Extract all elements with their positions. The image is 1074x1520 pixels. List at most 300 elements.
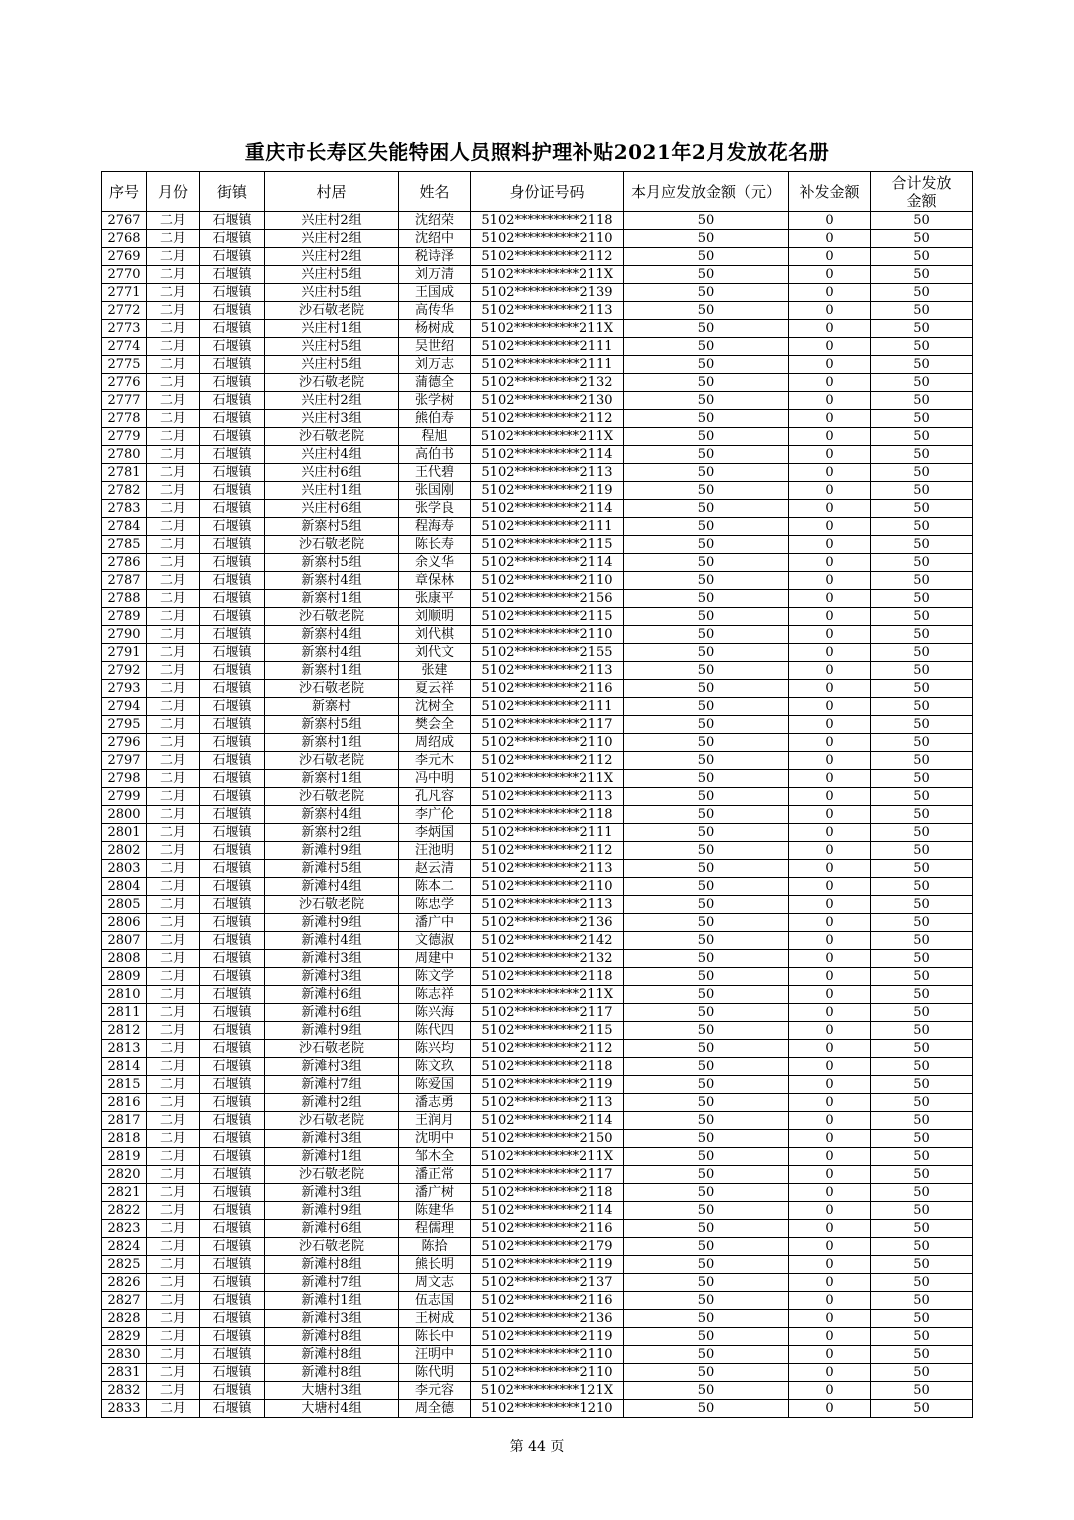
column-header: 合计发放金额: [871, 172, 973, 212]
cell-name: 章保林: [399, 572, 471, 590]
cell-id-number: 5102**********2119: [471, 1256, 624, 1274]
cell-back-pay: 0: [789, 824, 871, 842]
cell-monthly-amount: 50: [624, 1076, 789, 1094]
cell-name: 刘万清: [399, 266, 471, 284]
cell-village: 新滩村1组: [265, 1292, 399, 1310]
cell-village: 兴庄村3组: [265, 410, 399, 428]
cell-id-number: 5102**********2130: [471, 392, 624, 410]
cell-id-number: 5102**********211X: [471, 1148, 624, 1166]
cell-id-number: 5102**********2113: [471, 662, 624, 680]
table-row: [102, 302, 973, 320]
cell-village: 新滩村9组: [265, 1202, 399, 1220]
cell-name: 潘正常: [399, 1166, 471, 1184]
cell-town: 石堰镇: [200, 1202, 265, 1220]
cell-name: 程海寿: [399, 518, 471, 536]
cell-total: 50: [871, 374, 973, 392]
cell-village: 新滩村8组: [265, 1346, 399, 1364]
cell-name: 刘代棋: [399, 626, 471, 644]
cell-seq: 2809: [102, 968, 147, 986]
cell-total: 50: [871, 428, 973, 446]
cell-town: 石堰镇: [200, 1130, 265, 1148]
cell-village: 沙石敬老院: [265, 752, 399, 770]
cell-monthly-amount: 50: [624, 788, 789, 806]
cell-town: 石堰镇: [200, 806, 265, 824]
table-row: [102, 212, 973, 230]
cell-name: 伍志国: [399, 1292, 471, 1310]
cell-seq: 2831: [102, 1364, 147, 1382]
cell-seq: 2821: [102, 1184, 147, 1202]
cell-seq: 2798: [102, 770, 147, 788]
cell-id-number: 5102**********2110: [471, 626, 624, 644]
cell-id-number: 5102**********2118: [471, 212, 624, 230]
table-row: [102, 230, 973, 248]
cell-monthly-amount: 50: [624, 266, 789, 284]
cell-back-pay: 0: [789, 932, 871, 950]
cell-month: 二月: [147, 986, 200, 1004]
cell-seq: 2812: [102, 1022, 147, 1040]
cell-monthly-amount: 50: [624, 248, 789, 266]
cell-town: 石堰镇: [200, 1382, 265, 1400]
cell-back-pay: 0: [789, 1220, 871, 1238]
cell-total: 50: [871, 1364, 973, 1382]
cell-total: 50: [871, 1274, 973, 1292]
cell-id-number: 5102**********2155: [471, 644, 624, 662]
cell-village: 新滩村3组: [265, 950, 399, 968]
cell-town: 石堰镇: [200, 536, 265, 554]
cell-village: 沙石敬老院: [265, 788, 399, 806]
cell-name: 潘志勇: [399, 1094, 471, 1112]
table-row: [102, 680, 973, 698]
cell-village: 新滩村7组: [265, 1274, 399, 1292]
cell-monthly-amount: 50: [624, 608, 789, 626]
cell-town: 石堰镇: [200, 1220, 265, 1238]
cell-monthly-amount: 50: [624, 464, 789, 482]
cell-name: 陈拾: [399, 1238, 471, 1256]
table-row: [102, 1220, 973, 1238]
cell-month: 二月: [147, 914, 200, 932]
cell-seq: 2768: [102, 230, 147, 248]
cell-id-number: 5102**********2112: [471, 248, 624, 266]
cell-seq: 2820: [102, 1166, 147, 1184]
cell-village: 沙石敬老院: [265, 374, 399, 392]
cell-id-number: 5102**********2179: [471, 1238, 624, 1256]
table-row: [102, 572, 973, 590]
cell-id-number: 5102**********2114: [471, 1202, 624, 1220]
cell-back-pay: 0: [789, 356, 871, 374]
cell-month: 二月: [147, 266, 200, 284]
cell-total: 50: [871, 590, 973, 608]
cell-month: 二月: [147, 860, 200, 878]
table-row: [102, 338, 973, 356]
cell-total: 50: [871, 986, 973, 1004]
cell-back-pay: 0: [789, 338, 871, 356]
cell-seq: 2824: [102, 1238, 147, 1256]
cell-seq: 2784: [102, 518, 147, 536]
cell-town: 石堰镇: [200, 1022, 265, 1040]
cell-name: 樊会全: [399, 716, 471, 734]
cell-month: 二月: [147, 842, 200, 860]
cell-monthly-amount: 50: [624, 1220, 789, 1238]
cell-town: 石堰镇: [200, 644, 265, 662]
cell-monthly-amount: 50: [624, 806, 789, 824]
cell-id-number: 5102**********2111: [471, 338, 624, 356]
cell-back-pay: 0: [789, 374, 871, 392]
cell-town: 石堰镇: [200, 1112, 265, 1130]
cell-village: 沙石敬老院: [265, 302, 399, 320]
cell-back-pay: 0: [789, 1166, 871, 1184]
cell-name: 陈兴均: [399, 1040, 471, 1058]
table-row: [102, 446, 973, 464]
cell-monthly-amount: 50: [624, 338, 789, 356]
cell-total: 50: [871, 1328, 973, 1346]
table-row: [102, 482, 973, 500]
cell-id-number: 5102**********2117: [471, 1004, 624, 1022]
cell-village: 沙石敬老院: [265, 536, 399, 554]
cell-village: 兴庄村5组: [265, 266, 399, 284]
cell-total: 50: [871, 1022, 973, 1040]
cell-month: 二月: [147, 284, 200, 302]
cell-month: 二月: [147, 1310, 200, 1328]
cell-seq: 2776: [102, 374, 147, 392]
cell-monthly-amount: 50: [624, 1364, 789, 1382]
cell-seq: 2817: [102, 1112, 147, 1130]
cell-month: 二月: [147, 1382, 200, 1400]
cell-monthly-amount: 50: [624, 428, 789, 446]
cell-town: 石堰镇: [200, 842, 265, 860]
cell-monthly-amount: 50: [624, 1310, 789, 1328]
cell-total: 50: [871, 410, 973, 428]
cell-seq: 2782: [102, 482, 147, 500]
header-row: [102, 172, 973, 212]
cell-back-pay: 0: [789, 554, 871, 572]
cell-village: 新滩村3组: [265, 1184, 399, 1202]
table-row: [102, 410, 973, 428]
cell-back-pay: 0: [789, 590, 871, 608]
cell-name: 汪明中: [399, 1346, 471, 1364]
cell-monthly-amount: 50: [624, 752, 789, 770]
cell-name: 沈树全: [399, 698, 471, 716]
cell-seq: 2803: [102, 860, 147, 878]
table-row: [102, 1256, 973, 1274]
cell-seq: 2786: [102, 554, 147, 572]
cell-monthly-amount: 50: [624, 680, 789, 698]
cell-seq: 2783: [102, 500, 147, 518]
cell-month: 二月: [147, 536, 200, 554]
cell-name: 高伯书: [399, 446, 471, 464]
table-row: [102, 1004, 973, 1022]
cell-seq: 2827: [102, 1292, 147, 1310]
cell-month: 二月: [147, 734, 200, 752]
page-title: 重庆市长寿区失能特困人员照料护理补贴2021年2月发放花名册: [244, 140, 830, 164]
cell-back-pay: 0: [789, 662, 871, 680]
cell-monthly-amount: 50: [624, 860, 789, 878]
cell-seq: 2779: [102, 428, 147, 446]
cell-town: 石堰镇: [200, 410, 265, 428]
cell-village: 兴庄村2组: [265, 212, 399, 230]
cell-id-number: 5102**********2136: [471, 1310, 624, 1328]
cell-month: 二月: [147, 572, 200, 590]
table-row: [102, 770, 973, 788]
cell-back-pay: 0: [789, 1058, 871, 1076]
table-row: [102, 248, 973, 266]
cell-month: 二月: [147, 1202, 200, 1220]
cell-id-number: 5102**********2136: [471, 914, 624, 932]
cell-back-pay: 0: [789, 860, 871, 878]
cell-total: 50: [871, 536, 973, 554]
cell-total: 50: [871, 968, 973, 986]
cell-name: 程旭: [399, 428, 471, 446]
cell-monthly-amount: 50: [624, 986, 789, 1004]
cell-id-number: 5102**********2118: [471, 968, 624, 986]
table-row: [102, 626, 973, 644]
cell-id-number: 5102**********2110: [471, 878, 624, 896]
cell-back-pay: 0: [789, 1400, 871, 1418]
cell-month: 二月: [147, 590, 200, 608]
cell-month: 二月: [147, 428, 200, 446]
cell-id-number: 5102**********2112: [471, 1040, 624, 1058]
cell-month: 二月: [147, 1040, 200, 1058]
cell-monthly-amount: 50: [624, 716, 789, 734]
cell-village: 新寨村4组: [265, 626, 399, 644]
table-row: [102, 320, 973, 338]
cell-town: 石堰镇: [200, 374, 265, 392]
cell-back-pay: 0: [789, 1022, 871, 1040]
cell-monthly-amount: 50: [624, 626, 789, 644]
cell-month: 二月: [147, 1130, 200, 1148]
cell-back-pay: 0: [789, 1256, 871, 1274]
cell-month: 二月: [147, 1148, 200, 1166]
cell-monthly-amount: 50: [624, 1400, 789, 1418]
cell-seq: 2793: [102, 680, 147, 698]
cell-name: 邹木全: [399, 1148, 471, 1166]
cell-seq: 2826: [102, 1274, 147, 1292]
column-header: 姓名: [399, 172, 471, 212]
cell-town: 石堰镇: [200, 266, 265, 284]
cell-name: 陈志祥: [399, 986, 471, 1004]
cell-total: 50: [871, 518, 973, 536]
cell-total: 50: [871, 626, 973, 644]
cell-town: 石堰镇: [200, 482, 265, 500]
table-row: [102, 878, 973, 896]
cell-month: 二月: [147, 1220, 200, 1238]
cell-total: 50: [871, 608, 973, 626]
cell-name: 张学良: [399, 500, 471, 518]
cell-name: 周绍成: [399, 734, 471, 752]
cell-back-pay: 0: [789, 284, 871, 302]
cell-month: 二月: [147, 1238, 200, 1256]
cell-total: 50: [871, 1148, 973, 1166]
table-row: [102, 968, 973, 986]
cell-back-pay: 0: [789, 788, 871, 806]
cell-monthly-amount: 50: [624, 1094, 789, 1112]
cell-id-number: 5102**********2110: [471, 734, 624, 752]
cell-back-pay: 0: [789, 644, 871, 662]
cell-back-pay: 0: [789, 518, 871, 536]
cell-total: 50: [871, 1112, 973, 1130]
cell-town: 石堰镇: [200, 1400, 265, 1418]
table-row: [102, 734, 973, 752]
cell-total: 50: [871, 824, 973, 842]
cell-back-pay: 0: [789, 680, 871, 698]
cell-town: 石堰镇: [200, 500, 265, 518]
cell-total: 50: [871, 1004, 973, 1022]
table-row: [102, 950, 973, 968]
cell-total: 50: [871, 770, 973, 788]
cell-total: 50: [871, 572, 973, 590]
cell-town: 石堰镇: [200, 950, 265, 968]
cell-village: 兴庄村2组: [265, 392, 399, 410]
cell-name: 王润月: [399, 1112, 471, 1130]
cell-total: 50: [871, 1382, 973, 1400]
cell-month: 二月: [147, 806, 200, 824]
cell-month: 二月: [147, 824, 200, 842]
cell-town: 石堰镇: [200, 1166, 265, 1184]
table-row: [102, 1310, 973, 1328]
table-row: [102, 284, 973, 302]
cell-village: 新滩村6组: [265, 986, 399, 1004]
table-row: [102, 500, 973, 518]
cell-back-pay: 0: [789, 1112, 871, 1130]
cell-total: 50: [871, 914, 973, 932]
cell-month: 二月: [147, 680, 200, 698]
cell-monthly-amount: 50: [624, 320, 789, 338]
cell-monthly-amount: 50: [624, 1328, 789, 1346]
cell-id-number: 5102**********2119: [471, 1076, 624, 1094]
cell-id-number: 5102**********2117: [471, 1166, 624, 1184]
cell-total: 50: [871, 878, 973, 896]
cell-monthly-amount: 50: [624, 590, 789, 608]
cell-month: 二月: [147, 896, 200, 914]
cell-village: 新滩村6组: [265, 1004, 399, 1022]
cell-back-pay: 0: [789, 410, 871, 428]
table-row: [102, 1238, 973, 1256]
cell-back-pay: 0: [789, 986, 871, 1004]
cell-month: 二月: [147, 1022, 200, 1040]
cell-seq: 2804: [102, 878, 147, 896]
cell-monthly-amount: 50: [624, 1004, 789, 1022]
cell-id-number: 5102**********211X: [471, 266, 624, 284]
cell-name: 沈明中: [399, 1130, 471, 1148]
cell-village: 新寨村4组: [265, 572, 399, 590]
cell-month: 二月: [147, 410, 200, 428]
table-row: [102, 428, 973, 446]
cell-name: 张国刚: [399, 482, 471, 500]
cell-name: 吴世绍: [399, 338, 471, 356]
cell-village: 沙石敬老院: [265, 896, 399, 914]
cell-total: 50: [871, 1166, 973, 1184]
cell-monthly-amount: 50: [624, 1238, 789, 1256]
cell-town: 石堰镇: [200, 932, 265, 950]
cell-month: 二月: [147, 320, 200, 338]
cell-name: 李炳国: [399, 824, 471, 842]
cell-month: 二月: [147, 1328, 200, 1346]
cell-total: 50: [871, 320, 973, 338]
cell-monthly-amount: 50: [624, 302, 789, 320]
cell-name: 刘万志: [399, 356, 471, 374]
cell-id-number: 5102**********2112: [471, 842, 624, 860]
table-row: [102, 896, 973, 914]
cell-month: 二月: [147, 302, 200, 320]
cell-monthly-amount: 50: [624, 1382, 789, 1400]
cell-town: 石堰镇: [200, 734, 265, 752]
cell-town: 石堰镇: [200, 1292, 265, 1310]
cell-month: 二月: [147, 716, 200, 734]
table-row: [102, 698, 973, 716]
column-header: 序号: [102, 172, 147, 212]
cell-town: 石堰镇: [200, 284, 265, 302]
cell-total: 50: [871, 1238, 973, 1256]
cell-village: 新寨村4组: [265, 644, 399, 662]
cell-back-pay: 0: [789, 500, 871, 518]
cell-back-pay: 0: [789, 1328, 871, 1346]
cell-back-pay: 0: [789, 230, 871, 248]
cell-village: 新滩村9组: [265, 914, 399, 932]
cell-town: 石堰镇: [200, 338, 265, 356]
cell-town: 石堰镇: [200, 1076, 265, 1094]
cell-month: 二月: [147, 356, 200, 374]
cell-back-pay: 0: [789, 1364, 871, 1382]
cell-seq: 2773: [102, 320, 147, 338]
cell-village: 新寨村1组: [265, 590, 399, 608]
cell-month: 二月: [147, 1400, 200, 1418]
cell-monthly-amount: 50: [624, 1040, 789, 1058]
cell-id-number: 5102**********2132: [471, 374, 624, 392]
cell-monthly-amount: 50: [624, 1058, 789, 1076]
table-row: [102, 860, 973, 878]
cell-monthly-amount: 50: [624, 1256, 789, 1274]
cell-town: 石堰镇: [200, 446, 265, 464]
cell-total: 50: [871, 1346, 973, 1364]
table-row: [102, 788, 973, 806]
cell-town: 石堰镇: [200, 680, 265, 698]
cell-village: 兴庄村6组: [265, 464, 399, 482]
cell-village: 新寨村1组: [265, 662, 399, 680]
cell-town: 石堰镇: [200, 860, 265, 878]
cell-id-number: 5102**********2115: [471, 1022, 624, 1040]
cell-monthly-amount: 50: [624, 968, 789, 986]
cell-id-number: 5102**********2156: [471, 590, 624, 608]
cell-seq: 2787: [102, 572, 147, 590]
cell-monthly-amount: 50: [624, 878, 789, 896]
table-row: [102, 1130, 973, 1148]
cell-seq: 2792: [102, 662, 147, 680]
cell-name: 程儒理: [399, 1220, 471, 1238]
cell-total: 50: [871, 1310, 973, 1328]
cell-id-number: 5102**********2116: [471, 1292, 624, 1310]
cell-back-pay: 0: [789, 320, 871, 338]
cell-name: 夏云祥: [399, 680, 471, 698]
cell-monthly-amount: 50: [624, 536, 789, 554]
cell-village: 沙石敬老院: [265, 1040, 399, 1058]
cell-name: 孔凡容: [399, 788, 471, 806]
cell-seq: 2822: [102, 1202, 147, 1220]
cell-name: 陈爱国: [399, 1076, 471, 1094]
cell-total: 50: [871, 1076, 973, 1094]
table-row: [102, 1400, 973, 1418]
table-row: [102, 1346, 973, 1364]
cell-back-pay: 0: [789, 896, 871, 914]
cell-monthly-amount: 50: [624, 644, 789, 662]
cell-month: 二月: [147, 1166, 200, 1184]
cell-total: 50: [871, 932, 973, 950]
cell-back-pay: 0: [789, 464, 871, 482]
cell-monthly-amount: 50: [624, 842, 789, 860]
cell-month: 二月: [147, 1256, 200, 1274]
cell-village: 兴庄村2组: [265, 230, 399, 248]
cell-name: 余义华: [399, 554, 471, 572]
cell-village: 新寨村1组: [265, 770, 399, 788]
cell-town: 石堰镇: [200, 554, 265, 572]
